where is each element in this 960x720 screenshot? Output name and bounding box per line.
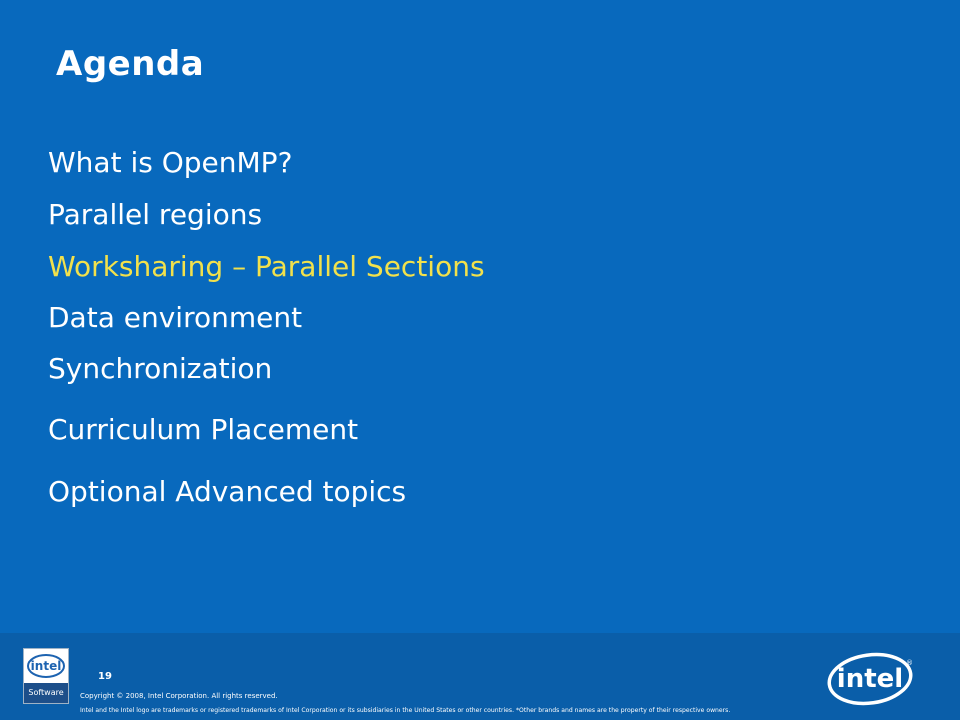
- intel-logo-registered-mark: ®: [906, 659, 913, 667]
- badge-logo-text: intel: [30, 659, 62, 673]
- badge-intel-logo-icon: [24, 649, 68, 683]
- agenda-item-worksharing: Worksharing – Parallel Sections: [48, 250, 485, 283]
- intel-software-badge-icon: [23, 648, 69, 704]
- agenda-item-what-is-openmp: What is OpenMP?: [48, 146, 293, 179]
- slide-title: Agenda: [56, 44, 205, 84]
- agenda-item-optional-advanced: Optional Advanced topics: [48, 475, 407, 508]
- trademark-text: Intel and the Intel logo are trademarks or registered trademarks of Intel Corporation or its subsidiaries in the United States or other countries. *Other brands and names are the property of their respective owners.: [80, 707, 731, 714]
- agenda-item-synchronization: Synchronization: [48, 352, 273, 385]
- page-number: 19: [98, 671, 112, 682]
- intel-logo-icon: [826, 647, 916, 709]
- copyright-text: Copyright © 2008, Intel Corporation. All rights reserved.: [80, 692, 278, 700]
- agenda-item-data-environment: Data environment: [48, 301, 303, 334]
- badge-software-label: Software: [24, 683, 68, 703]
- badge-logo-area: [24, 649, 68, 683]
- intel-logo-text: intel: [836, 664, 904, 694]
- agenda-item-parallel-regions: Parallel regions: [48, 198, 263, 231]
- agenda-item-curriculum-placement: Curriculum Placement: [48, 413, 359, 446]
- footer-bar: [0, 633, 960, 720]
